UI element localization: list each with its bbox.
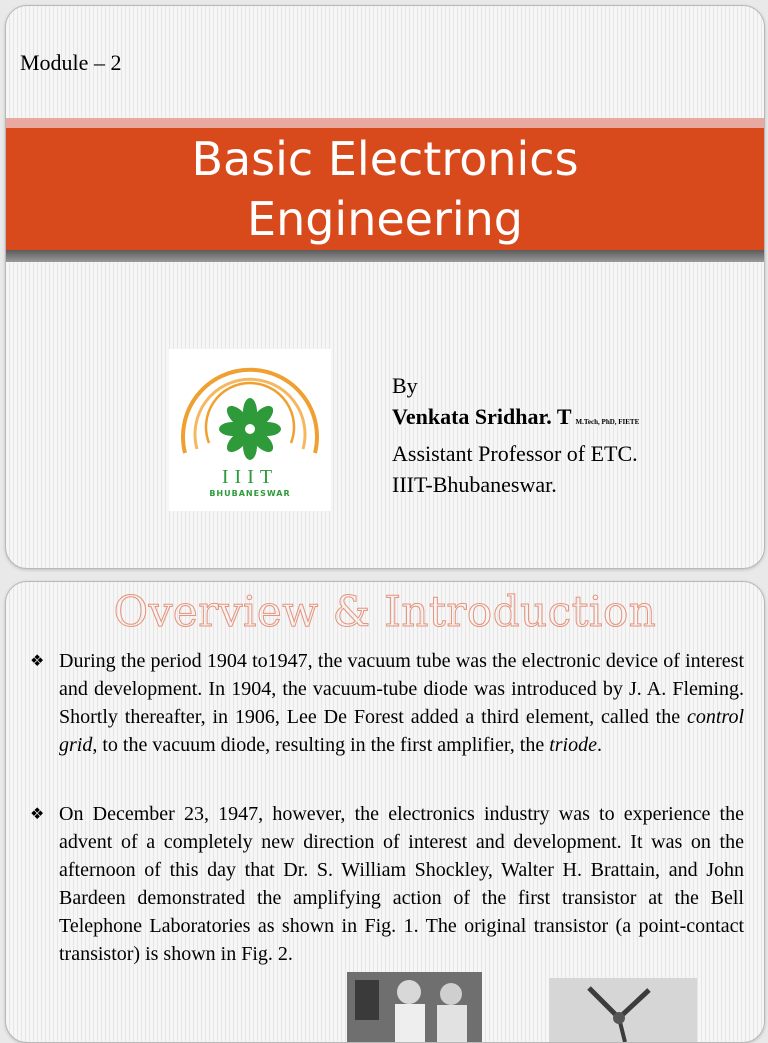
author-qualifications: M.Tech, PhD, FIETE <box>575 418 640 426</box>
slide-title-line1: Basic Electronics <box>191 132 579 186</box>
author-block <box>392 370 639 500</box>
module-label: Module – 2 <box>20 50 122 75</box>
bullet-paragraph-1 <box>30 647 744 759</box>
bullet-paragraph-2 <box>30 800 744 968</box>
slide-title <box>6 128 764 250</box>
title-band-shadow <box>6 250 764 262</box>
slide-title-line2: Engineering <box>247 192 523 246</box>
inventors-photo <box>347 972 482 1042</box>
logo-text: IIIT <box>221 466 279 488</box>
author-name: Venkata Sridhar. T <box>392 404 572 429</box>
overview-slide <box>5 581 765 1043</box>
flower-icon <box>219 398 281 460</box>
iiit-logo-graphic <box>169 349 331 511</box>
title-band-highlight <box>6 118 764 128</box>
triode-term: triode <box>549 734 597 756</box>
bullet-2-text: On December 23, 1947, however, the electronics industry was to experience the advent of a completely new direction of interest and development. It was on the afternoon of this day that Dr. S. William Shockley, Walter H. Brattain, and John Bardeen demonstrated the amplifying action of the first transistor at the Bell Telephone Laboratories as shown in Fig. 1. The original transistor (a point-contact transistor) is shown in Fig. 2. <box>59 803 744 965</box>
diamond-bullet-icon: ❖ <box>30 651 45 670</box>
overview-title: Overview & Introduction <box>113 587 657 636</box>
author-by: By <box>392 373 418 398</box>
iiit-logo <box>169 349 331 511</box>
title-slide <box>5 5 765 569</box>
diamond-bullet-icon: ❖ <box>30 804 45 823</box>
control-grid-term: control grid <box>59 706 744 756</box>
author-institute: IIIT-Bhubaneswar. <box>392 472 557 497</box>
logo-subtext: BHUBANESWAR <box>209 489 291 498</box>
author-role: Assistant Professor of ETC. <box>392 441 638 466</box>
bullet-1-text: During the period 1904 to1947, the vacuum tube was the electronic device of interest and development. In 1904, the vacuum-tube diode was introduced by J. A. Fleming. Shortly thereafter, in 1906, Lee De Forest added a third element, called the control grid, to the vacuum diode, resulting in the first amplifier, the triode. <box>59 650 744 756</box>
transistor-photo <box>549 978 697 1042</box>
author-name-line <box>392 401 639 438</box>
